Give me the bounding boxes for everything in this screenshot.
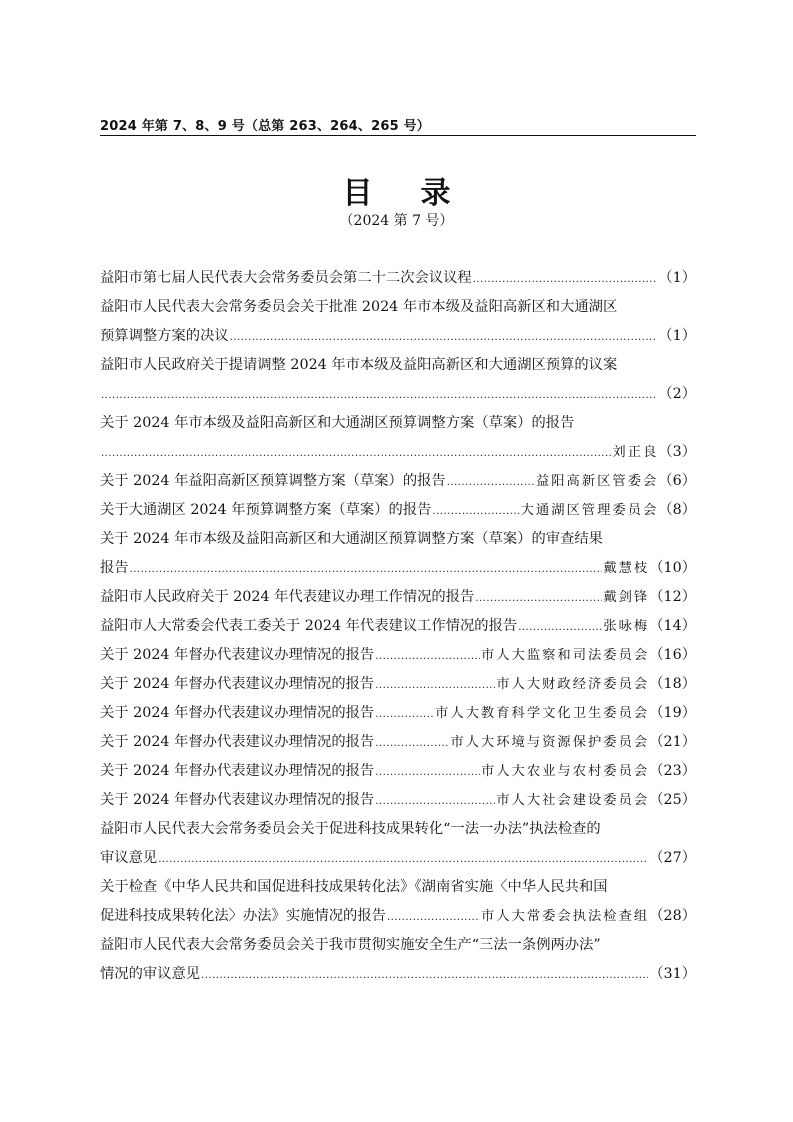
toc-line: [100, 525, 696, 554]
header-rule: [100, 135, 696, 136]
toc-entry-page: （16）: [649, 647, 696, 663]
toc-entry[interactable]: [100, 409, 696, 467]
toc-entry-page: （8）: [658, 502, 696, 518]
dot-leader: [375, 641, 480, 670]
toc-entry-page: （1）: [658, 270, 696, 286]
toc-entry[interactable]: [100, 873, 696, 931]
toc-entry-title: 益阳市第七届人民代表大会常务委员会第二十二次会议议程: [100, 270, 472, 286]
toc-line: [100, 728, 696, 757]
toc-line: [100, 293, 696, 322]
toc-entry-title: 促进科技成果转化法〉办法》实施情况的报告: [100, 908, 386, 924]
toc-line: [100, 699, 696, 728]
toc-entry-page: （2）: [658, 386, 696, 402]
toc-line: [100, 670, 696, 699]
toc-line: [100, 351, 696, 380]
toc-entry-page: （10）: [649, 560, 696, 576]
toc-entry-page: （27）: [649, 850, 696, 866]
toc-line: [100, 467, 696, 496]
toc-entry[interactable]: [100, 496, 696, 525]
toc-entry-title: 关于 2024 年益阳高新区预算调整方案（草案）的报告: [100, 473, 446, 489]
toc-entry-title: 关于 2024 年督办代表建议办理情况的报告: [100, 792, 375, 808]
toc-entry[interactable]: [100, 264, 696, 293]
toc-entry-author: 戴慧枝: [603, 561, 650, 576]
dot-leader: [201, 960, 648, 989]
dot-leader: [473, 264, 658, 293]
toc-entry-title: 益阳市人民代表大会常务委员会关于批准 2024 年市本级及益阳高新区和大通湖区: [100, 299, 618, 315]
toc-entry-author: 戴剑锋: [603, 590, 650, 605]
toc-entry-author: 市人大教育科学文化卫生委员会: [435, 706, 650, 721]
dot-leader: [101, 438, 611, 467]
toc-line: [100, 844, 696, 873]
toc-line: [100, 409, 696, 438]
page-title: 目录: [342, 176, 499, 211]
toc-entry-page: （25）: [649, 792, 696, 808]
toc-entry-title: 关于 2024 年督办代表建议办理情况的报告: [100, 647, 375, 663]
toc-line: [100, 322, 696, 351]
dot-leader: [447, 467, 535, 496]
toc-entry-page: （23）: [649, 763, 696, 779]
toc-entry[interactable]: [100, 583, 696, 612]
toc-entry-author: 市人大农业与农村委员会: [480, 764, 650, 779]
dot-leader: [130, 554, 603, 583]
toc-entry[interactable]: [100, 786, 696, 815]
toc-entry-title: 关于 2024 年督办代表建议办理情况的报告: [100, 734, 375, 750]
toc-entry-page: （18）: [649, 676, 696, 692]
toc-entry-title: 关于 2024 年市本级及益阳高新区和大通湖区预算调整方案（草案）的报告: [100, 415, 575, 431]
toc-entry-title: 情况的审议意见: [100, 966, 201, 982]
toc-entry[interactable]: [100, 641, 696, 670]
dot-leader: [101, 380, 657, 409]
dot-leader: [375, 757, 480, 786]
toc-entry-author: 张咏梅: [603, 619, 650, 634]
toc-line: [100, 554, 696, 583]
toc-entry-page: （21）: [649, 734, 696, 750]
dot-leader: [432, 496, 519, 525]
dot-leader: [375, 786, 495, 815]
dot-leader: [518, 612, 602, 641]
toc-entry[interactable]: [100, 931, 696, 989]
toc-line: [100, 873, 696, 902]
toc-entry[interactable]: [100, 757, 696, 786]
toc-entry-title: 益阳市人民代表大会常务委员会关于我市贯彻实施安全生产“三法一条例两办法”: [100, 937, 601, 953]
toc-entry[interactable]: [100, 612, 696, 641]
toc-entry-page: （28）: [649, 908, 696, 924]
toc-entry-title: 报告: [100, 560, 129, 576]
page-subtitle: （2024 第 7 号）: [339, 213, 454, 229]
toc-line: [100, 931, 696, 960]
toc-line: [100, 757, 696, 786]
toc-entry-title: 益阳市人民政府关于提请调整 2024 年市本级及益阳高新区和大通湖区预算的议案: [100, 357, 618, 373]
toc-entry-author: 市人大常委会执法检查组: [480, 909, 650, 924]
toc-entry-author: 益阳高新区管委会: [535, 474, 659, 489]
toc-line: [100, 815, 696, 844]
toc-line: [100, 612, 696, 641]
dot-leader: [387, 902, 480, 931]
toc-entry-author: 市人大环境与资源保护委员会: [450, 735, 650, 750]
toc-entry[interactable]: [100, 525, 696, 583]
toc-line: [100, 641, 696, 670]
toc-line: [100, 264, 696, 293]
toc-line: [100, 786, 696, 815]
dot-leader: [375, 670, 495, 699]
toc-entry[interactable]: [100, 351, 696, 409]
toc-line: [100, 960, 696, 989]
toc-line: [100, 380, 696, 409]
toc-entry-title: 益阳市人民政府关于 2024 年代表建议办理工作情况的报告: [100, 589, 475, 605]
toc-entry-title: 益阳市人大常委会代表工委关于 2024 年代表建议工作情况的报告: [100, 618, 518, 634]
toc-entry-page: （6）: [658, 473, 696, 489]
toc-entry-title: 关于检查《中华人民共和国促进科技成果转化法》《湖南省实施〈中华人民共和国: [100, 879, 608, 895]
toc-line: [100, 496, 696, 525]
toc-entry-title: 审议意见: [100, 850, 158, 866]
toc-entry-author: 市人大监察和司法委员会: [480, 648, 650, 663]
toc-entry-page: （12）: [649, 589, 696, 605]
toc-entry-title: 关于大通湖区 2024 年预算调整方案（草案）的报告: [100, 502, 432, 518]
toc-entry-page: （31）: [649, 966, 696, 982]
toc-entry[interactable]: [100, 728, 696, 757]
toc-line: [100, 902, 696, 931]
toc-entry-author: 市人大财政经济委员会: [496, 677, 650, 692]
toc-entry-page: （14）: [649, 618, 696, 634]
toc-entry-title: 关于 2024 年督办代表建议办理情况的报告: [100, 763, 375, 779]
toc-entry-title: 预算调整方案的决议: [100, 328, 229, 344]
issue-header: 2024 年第 7、8、9 号（总第 263、264、265 号）: [100, 119, 430, 134]
toc-entry-page: （1）: [658, 328, 696, 344]
toc-entry-title: 益阳市人民代表大会常务委员会关于促进科技成果转化“一法一办法”执法检查的: [100, 821, 601, 837]
toc-entry-author: 大通湖区管理委员会: [520, 503, 659, 518]
toc-entry[interactable]: [100, 699, 696, 728]
dot-leader: [375, 728, 449, 757]
dot-leader: [375, 699, 434, 728]
toc-entry[interactable]: [100, 670, 696, 699]
toc-entry[interactable]: [100, 815, 696, 873]
table-of-contents: [100, 264, 696, 989]
toc-entry-author: 刘正良: [612, 445, 659, 460]
dot-leader: [158, 844, 648, 873]
toc-entry-title: 关于 2024 年督办代表建议办理情况的报告: [100, 676, 375, 692]
toc-entry-page: （19）: [649, 705, 696, 721]
toc-entry-title: 关于 2024 年督办代表建议办理情况的报告: [100, 705, 375, 721]
dot-leader: [230, 322, 658, 351]
toc-entry-page: （3）: [658, 444, 696, 460]
toc-entry[interactable]: [100, 467, 696, 496]
toc-line: [100, 438, 696, 467]
toc-entry-author: 市人大社会建设委员会: [496, 793, 650, 808]
toc-entry[interactable]: [100, 293, 696, 351]
dot-leader: [475, 583, 602, 612]
toc-entry-title: 关于 2024 年市本级及益阳高新区和大通湖区预算调整方案（草案）的审查结果: [100, 531, 603, 547]
toc-line: [100, 583, 696, 612]
